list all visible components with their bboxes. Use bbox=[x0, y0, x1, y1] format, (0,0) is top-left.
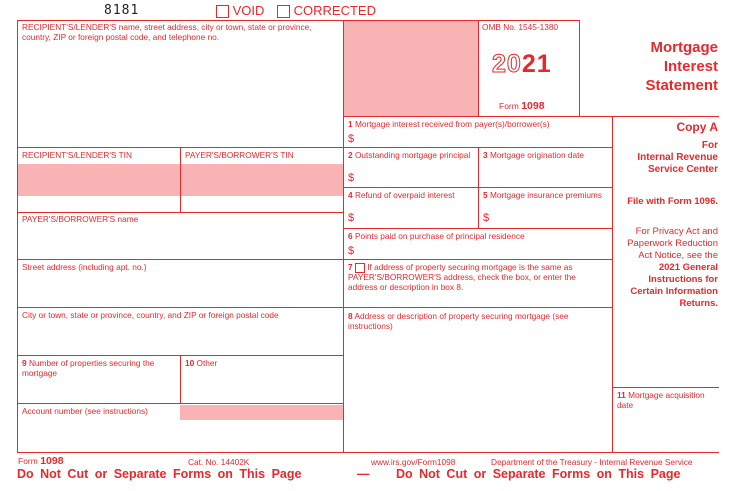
irs-website: www.irs.gov/Form1098 bbox=[371, 457, 456, 467]
file-with-1096: File with Form 1096. bbox=[627, 196, 718, 207]
catalog-number: Cat. No. 14402K bbox=[188, 457, 250, 467]
tax-year-outline: 20 bbox=[492, 50, 522, 78]
recipient-tin-field[interactable] bbox=[18, 164, 180, 196]
box-6-dollar: $ bbox=[348, 245, 355, 257]
box-10-number: 10 bbox=[185, 358, 195, 368]
void-label: VOID bbox=[232, 3, 265, 18]
shaded-area-header bbox=[344, 21, 478, 116]
recipient-info-label: RECIPIENT'S/LENDER'S name, street address, city or town, state or province, country, ZIP or foreign postal code, and telephone no. bbox=[22, 22, 312, 42]
box-6-label: 6 Points paid on purchase of principal residence bbox=[348, 231, 525, 241]
shaded-area-account bbox=[180, 405, 343, 420]
form-code: 8181 bbox=[104, 3, 140, 18]
box-10-text: Other bbox=[196, 358, 218, 368]
box-10-label bbox=[185, 359, 217, 369]
irs-service-center: Internal Revenue Service Center bbox=[637, 152, 718, 175]
box-2-label: 2 Outstanding mortgage principal bbox=[348, 150, 471, 160]
copy-a-label: Copy A bbox=[676, 120, 718, 134]
treasury-department: Department of the Treasury - Internal Revenue Service bbox=[491, 457, 693, 467]
box-5-label: 5 Mortgage insurance premiums bbox=[483, 190, 602, 200]
box-5-dollar: $ bbox=[483, 212, 490, 224]
box-1-label: 1 Mortgage interest received from payer(s)/borrower(s) bbox=[348, 119, 550, 129]
form-title: Mortgage Interest Statement bbox=[645, 39, 718, 94]
box-3-label: 3 Mortgage origination date bbox=[483, 150, 585, 160]
tax-year bbox=[492, 50, 552, 79]
recipient-tin-label: RECIPIENT'S/LENDER'S TIN bbox=[22, 150, 132, 160]
box-11-label: 11 Mortgage acquisition date bbox=[617, 390, 705, 410]
privacy-notice: For Privacy Act and Paperwork Reduction Act Notice, see the 2021 General Instructions for Certain Information Returns. bbox=[627, 226, 718, 309]
box-4-label: 4 Refund of overpaid interest bbox=[348, 190, 455, 200]
corrected-checkbox-group[interactable] bbox=[277, 3, 376, 18]
box-2-dollar: $ bbox=[348, 172, 355, 184]
corrected-checkbox[interactable] bbox=[277, 5, 290, 18]
account-number-label: Account number (see instructions) bbox=[22, 406, 148, 416]
box-4-dollar: $ bbox=[348, 212, 355, 224]
street-address-label: Street address (including apt. no.) bbox=[22, 262, 147, 272]
copy-for: For bbox=[701, 140, 718, 151]
tax-year-bold: 21 bbox=[521, 50, 552, 78]
payer-tin-label: PAYER'S/BORROWER'S TIN bbox=[185, 150, 294, 160]
do-not-cut-right: Do Not Cut or Separate Forms on This Page bbox=[396, 467, 681, 481]
payer-name-label: PAYER'S/BORROWER'S name bbox=[22, 214, 139, 224]
box-1-dollar: $ bbox=[348, 133, 355, 145]
void-checkbox[interactable] bbox=[216, 5, 229, 18]
box-9-label bbox=[22, 359, 177, 378]
form-number-header: Form 1098 bbox=[499, 100, 545, 112]
omb-number: OMB No. 1545-1380 bbox=[482, 22, 559, 32]
corrected-label: CORRECTED bbox=[293, 3, 376, 18]
do-not-cut-left: Do Not Cut or Separate Forms on This Page bbox=[17, 467, 302, 481]
separator-dash: — bbox=[357, 467, 370, 481]
box-7-label: 7 If address of property securing mortgage is the same as PAYER'S/BORROWER'S address, check the box, or enter the address or description in box 8. bbox=[348, 262, 576, 292]
payer-tin-field[interactable] bbox=[181, 164, 343, 196]
box-8-label: 8 Address or description of property securing mortgage (see instructions) bbox=[348, 311, 569, 331]
void-checkbox-group[interactable] bbox=[216, 3, 264, 18]
city-label: City or town, state or province, country, and ZIP or foreign postal code bbox=[22, 310, 279, 320]
box-9-number: 9 bbox=[22, 358, 27, 368]
box-9-text: Number of properties securing the mortgage bbox=[22, 358, 155, 378]
footer-form-number: Form 1098 bbox=[18, 455, 64, 467]
